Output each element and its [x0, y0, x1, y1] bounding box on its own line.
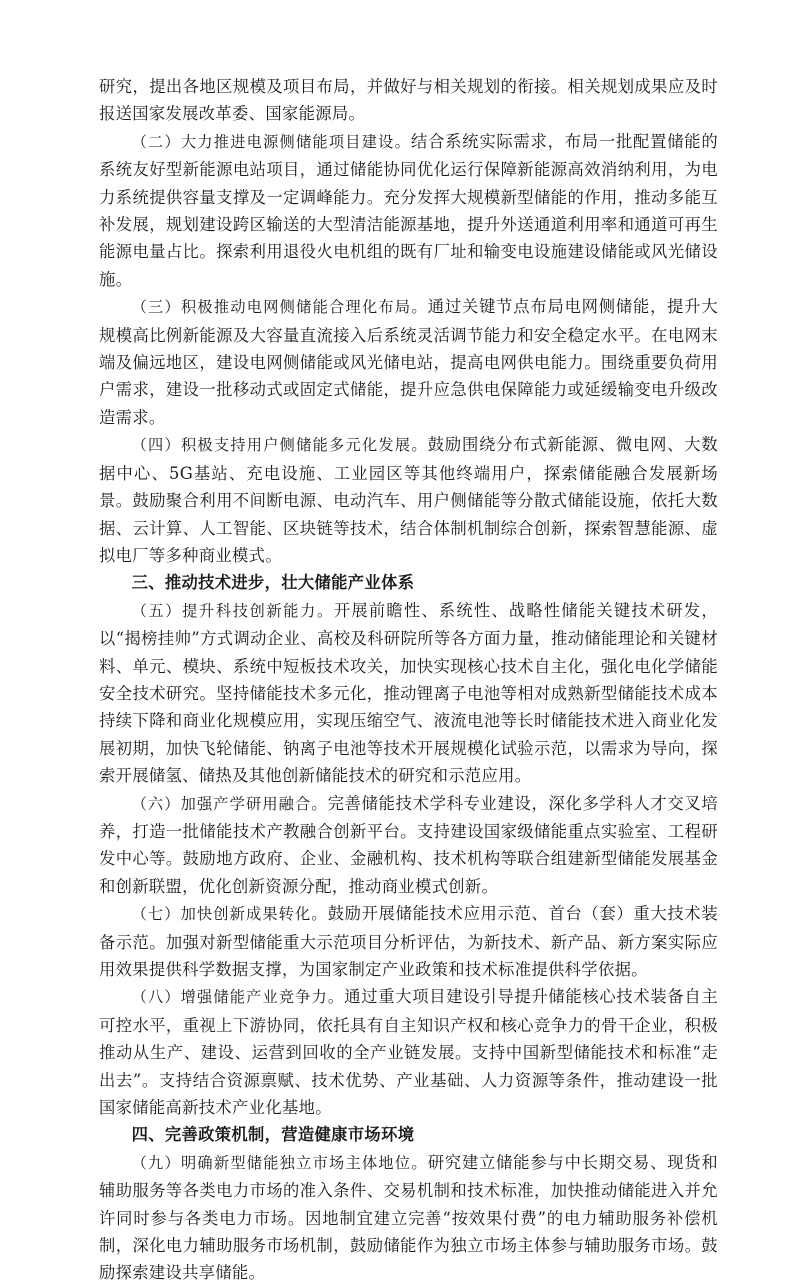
paragraph-7: [99, 900, 718, 983]
section-heading-4: 四、完善政策机制，营造健康市场环境: [131, 1125, 415, 1145]
paragraph-lead: （六）加强产学研用融合。: [131, 794, 328, 813]
paragraph-4: [99, 431, 718, 569]
section-heading-3: 三、推动技术进步，壮大储能产业体系: [131, 573, 415, 593]
paragraph-6: [99, 790, 718, 901]
paragraph-lead: （八）增强储能产业竞争力。: [131, 988, 345, 1007]
paragraph-text: 开展前瞻性、系统性、战略性储能关键技术研发，以“揭榜挂帅”方式调动企业、高校及科研院所等各方面力量，推动储能理论和关键材料、单元、模块、系统中短板技术攻关，加快实现核心技术自主化，强化电化学储能安全技术研究。坚持储能技术多元化，推动锂离子电池等相对成熟新型储能技术成本持续下降和商业化规模应用，实现压缩空气、液流电池等长时储能技术进入商业化发展初期，加快飞轮储能、钠离子电池等技术开展规模化试验示范，以需求为导向，探索开展储氢、储热及其他创新储能技术的研究和示范应用。: [99, 600, 719, 786]
paragraph-lead: （五）提升科技创新能力。: [131, 601, 334, 620]
paragraph-lead: （四）积极支持用户侧储能多元化发展。: [131, 436, 428, 455]
paragraph-text: 研究建立储能参与中长期交易、现货和辅助服务等各类电力市场的准入条件、交易机制和技术标准，加快推动储能进入并允许同时参与各类电力市场。因地制宜建立完善“按效果付费”的电力辅助服务补偿机制，深化电力辅助服务市场机制，鼓励储能作为独立市场主体参与辅助服务市场。鼓励探索建设共享储能。: [99, 1152, 718, 1283]
paragraph-lead: （七）加快创新成果转化。: [131, 905, 328, 924]
paragraph-text: 通过重大项目建设引导提升储能核心技术装备自主可控水平，重视上下游协同，依托具有自主知识产权和核心竞争力的骨干企业，积极推动从生产、建设、运营到回收的全产业链发展。支持中国新型储能技术和标准“走出去”。支持结合资源禀赋、技术优势、产业基础、人力资源等条件，推动建设一批国家储能高新技术产业化基地。: [99, 987, 718, 1118]
paragraph-text: 通过关键节点布局电网侧储能，提升大规模高比例新能源及大容量直流接入后系统灵活调节能力和安全稳定水平。在电网末端及偏远地区，建设电网侧储能或风光储电站，提高电网供电能力。围绕重要负荷用户需求，建设一批移动式或固定式储能，提升应急供电保障能力或延缓输变电升级改造需求。: [99, 297, 718, 427]
paragraph-9: [99, 1149, 718, 1287]
paragraph-lead: （三）积极推动电网侧储能合理化布局。: [131, 298, 428, 317]
paragraph-text: 完善储能技术学科专业建设，深化多学科人才交叉培养，打造一批储能技术产教融合创新平台。支持建设国家级储能重点实验室、工程研发中心等。鼓励地方政府、企业、金融机构、技术机构等联合组建新型储能发展基金和创新联盟，优化创新资源分配，推动商业模式创新。: [99, 793, 718, 896]
paragraph-text: 鼓励开展储能技术应用示范、首台（套）重大技术装备示范。加强对新型储能重大示范项目分析评估，为新技术、新产品、新方案实际应用效果提供科学数据支撑，为国家制定产业政策和技术标准提供科学依据。: [99, 904, 718, 979]
paragraph-2: [99, 128, 718, 293]
paragraph-8: [99, 983, 718, 1121]
paragraph-text: 研究，提出各地区规模及项目布局，并做好与相关规划的衔接。相关规划成果应及时报送国家发展改革委、国家能源局。: [99, 77, 718, 124]
paragraph-lead: （九）明确新型储能独立市场主体地位。: [131, 1153, 428, 1172]
paragraph-5: [99, 597, 718, 790]
paragraph-text: 结合系统实际需求，布局一批配置储能的系统友好型新能源电站项目，通过储能协同优化运行保障新能源高效消纳利用，为电力系统提供容量支撑及一定调峰能力。充分发挥大规模新型储能的作用，推动多能互补发展，规划建设跨区输送的大型清洁能源基地，提升外送通道利用率和通道可再生能源电量占比。探索利用退役火电机组的既有厂址和输变电设施建设储能或风光储设施。: [99, 131, 718, 289]
paragraph-lead: （二）大力推进电源侧储能项目建设。: [131, 132, 411, 151]
paragraph-text: 鼓励围绕分布式新能源、微电网、大数据中心、5G基站、充电设施、工业园区等其他终端用户，探索储能融合发展新场景。鼓励聚合利用不间断电源、电动汽车、用户侧储能等分散式储能设施，依托大数据、云计算、人工智能、区块链等技术，结合体制机制综合创新，探索智慧能源、虚拟电厂等多种商业模式。: [99, 435, 718, 565]
paragraph-continued: [99, 73, 718, 128]
paragraph-3: [99, 293, 718, 431]
